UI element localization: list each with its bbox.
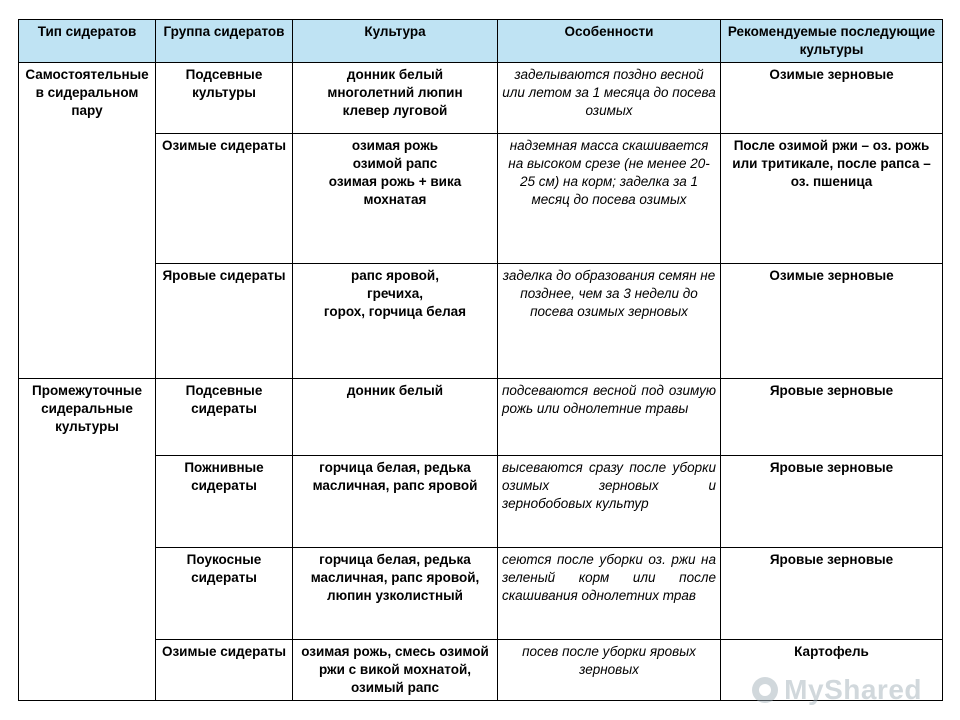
- table-row: [19, 379, 943, 456]
- watermark-text: MyShared: [784, 674, 922, 705]
- group-cell: Пожнивные сидераты: [156, 456, 293, 548]
- crop-cell: [293, 456, 498, 548]
- group-cell: Озимые сидераты: [156, 134, 293, 264]
- group-cell: Подсевные культуры: [156, 63, 293, 134]
- crop-line: донник белый: [346, 67, 444, 82]
- group-cell: Озимые сидераты: [156, 640, 293, 701]
- features-cell: заделываются поздно весной или летом за 1 месяца до посева озимых: [498, 63, 721, 134]
- group-cell: Поукосные сидераты: [156, 548, 293, 640]
- crop-line: клевер луговой: [342, 103, 448, 118]
- crop-line: озимой рапс: [352, 156, 438, 171]
- recommended-cell: Яровые зерновые: [721, 456, 943, 548]
- header-crop: Культура: [293, 20, 498, 63]
- crop-line: донник белый: [346, 383, 444, 398]
- recommended-cell: Яровые зерновые: [721, 379, 943, 456]
- watermark: [752, 674, 922, 706]
- watermark-logo-icon: [752, 677, 778, 703]
- crop-cell: [293, 640, 498, 701]
- table-row: [19, 456, 943, 548]
- crop-cell: [293, 134, 498, 264]
- crop-line: гречиха,: [367, 286, 423, 301]
- crop-line: многолетний люпин: [327, 85, 463, 100]
- features-cell: подсеваются весной под озимую рожь или однолетние травы: [498, 379, 721, 456]
- recommended-cell: Картофель: [721, 640, 943, 701]
- header-features: Особенности: [498, 20, 721, 63]
- header-row: [19, 20, 943, 63]
- features-cell: заделка до образования семян не позднее, чем за 3 недели до посева озимых зерновых: [498, 264, 721, 379]
- recommended-cell: Яровые зерновые: [721, 548, 943, 640]
- crop-line: горчица белая, редька масличная, рапс яровой, люпин узколистный: [310, 552, 480, 603]
- table-row: [19, 548, 943, 640]
- header-recommended: Рекомендуемые последующие культуры: [721, 20, 943, 63]
- group-cell: Яровые сидераты: [156, 264, 293, 379]
- crop-cell: [293, 379, 498, 456]
- crop-line: озимая рожь, смесь озимой ржи с викой мохнатой, озимый рапс: [301, 644, 489, 695]
- recommended-cell: Озимые зерновые: [721, 63, 943, 134]
- table-row: [19, 63, 943, 134]
- header-group: Группа сидератов: [156, 20, 293, 63]
- crop-cell: [293, 548, 498, 640]
- crop-line: озимая рожь: [351, 138, 439, 153]
- table-row: [19, 264, 943, 379]
- recommended-cell: Озимые зерновые: [721, 264, 943, 379]
- crop-line: горох, горчица белая: [323, 304, 467, 319]
- crop-line: рапс яровой,: [351, 268, 439, 283]
- recommended-cell: После озимой ржи – оз. рожь или тритикале, после рапса – оз. пшеница: [721, 134, 943, 264]
- features-cell: надземная масса скашивается на высоком срезе (не менее 20-25 см) на корм; заделка за 1 месяц до посева озимых: [498, 134, 721, 264]
- crop-cell: [293, 264, 498, 379]
- crop-cell: [293, 63, 498, 134]
- green-manure-table: [18, 19, 943, 701]
- header-type: Тип сидератов: [19, 20, 156, 63]
- type-cell: Промежуточные сидеральные культуры: [19, 379, 156, 701]
- group-cell: Подсевные сидераты: [156, 379, 293, 456]
- crop-line: озимая рожь + вика мохнатая: [328, 174, 462, 207]
- features-cell: посев после уборки яровых зерновых: [498, 640, 721, 701]
- type-cell: Самостоятельные в сидеральном пару: [19, 63, 156, 379]
- features-cell: высеваются сразу после уборки озимых зерновых и зернобобовых культур: [498, 456, 721, 548]
- features-cell: сеются после уборки оз. ржи на зеленый корм или после скашивания однолетних трав: [498, 548, 721, 640]
- table-row: [19, 134, 943, 264]
- crop-line: горчица белая, редька масличная, рапс яровой: [312, 460, 478, 493]
